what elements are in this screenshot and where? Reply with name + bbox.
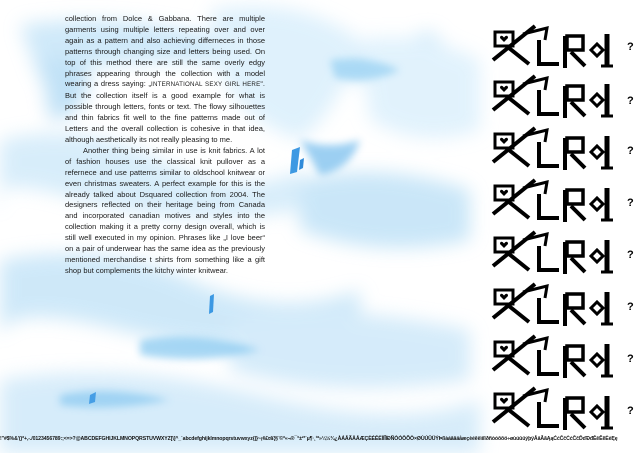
question-mark-5: ? xyxy=(627,249,634,261)
question-mark-7: ? xyxy=(627,353,634,365)
question-mark-3: ? xyxy=(627,145,634,157)
character-set-line: !"#$%&'()*+,-./0123456789:;<=>?@ABCDEFGHIJKLMNOPQRSTUVWXYZ[\]^_`abcdefghijklmnopqrstuvwxyz{|}~¡¢£¤¥¦§¨©ª«¬®¯°±²³´µ¶·¸¹º»¼½¾¿ÀÁÂÃÄÅÆÇÈÉÊËÌÍÎÏÐÑÒÓÔÕÖ×ØÙÚÛÜÝÞßàáâãäåæçèéêëìíîïðñòóôõö÷øùúûüýþÿĀāĂăĄąĆćĈĉĊċČčĎďĐđĒēĔĕĖėĘę xyxy=(0,436,618,442)
question-mark-6: ? xyxy=(627,301,634,313)
paragraph-1-start: collection from Dolce & Gabbana. There are multiple garments using multiple letters repeating over and over again as a pattern and also achieving differneces in those patterns through changing size and letters being used. On top of this method there are still the same overly edgy phrases appearing through the collection with a model wearing a dress saying: „ xyxy=(65,14,265,89)
question-mark-4: ? xyxy=(627,197,634,209)
letter-pattern-strip xyxy=(483,0,640,453)
article-body xyxy=(65,14,265,277)
dress-phrase: INTERNATIONAL SEXY GIRL HERE xyxy=(151,81,261,89)
paragraph-2: Another thing being similar in use is knit fabrics. A lot of fashion houses use the classical knit pullover as a refernece and use patterns similar to oldschool knitwear or even christmas sweaters. A perfect example for this is the already talked about Dsquared collection from 2004. The designers reflected on their heritage being from Canada and incorporated canadian motives and styles into the collection making it a pretty corny design overall, which is still well executed in my opinion. Phrases like „I love beer“ on a pair of underwear has the same idea as the previously mentioned merchandise t shirts from something like a gift shop but complements the kitchy winter knitwear. xyxy=(65,145,265,275)
paragraph-1-end: “. But the collection itself is a good example for what is possible through letters, fonts or text. The flowy silhouettes and thin fabrics fit well to the fine patterns made out of Letters and the overall collection is cohesive in that idea, although aesthetically its not really pleasing to me. xyxy=(65,79,266,144)
paragraph-1 xyxy=(65,14,265,146)
question-mark-1: ? xyxy=(627,41,634,53)
question-mark-8: ? xyxy=(627,405,634,417)
question-mark-2: ? xyxy=(627,95,634,107)
